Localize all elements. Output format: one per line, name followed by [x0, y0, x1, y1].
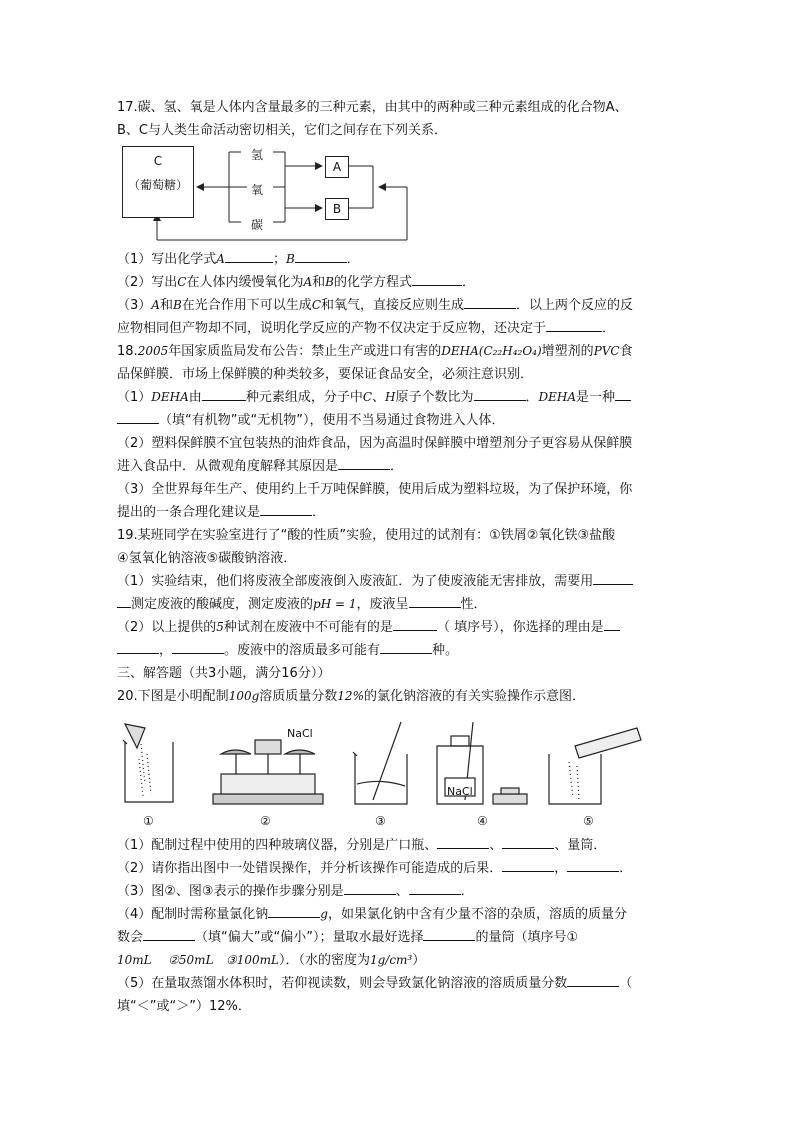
var-a: A	[151, 298, 160, 312]
answer-blank[interactable]	[225, 248, 273, 263]
q17-stem-2: B、C与人类生命活动密切相关，它们之间存在下列关系．	[117, 123, 447, 138]
q19-p1-line2-b: ，废液呈	[356, 597, 409, 612]
var-a: A	[303, 275, 313, 289]
q19-p2-pre: （2）以上提供的	[117, 620, 217, 635]
figure-label-1: ①	[143, 814, 154, 828]
q20-p4-line2-a: 数会	[117, 930, 144, 945]
nacl-label-bottle: NaCl	[447, 785, 473, 798]
answer-blank[interactable]	[260, 501, 312, 516]
q18-line1-mid: 年国家质监局发布公告：禁止生产或进口有害的	[168, 344, 442, 359]
q17-p1-end: ．	[346, 252, 360, 267]
deha: DEHA	[151, 390, 189, 404]
q20-line1-pre: 20.下图是小明配制	[117, 689, 229, 704]
q17-relation-diagram	[117, 144, 417, 244]
var-a: A	[216, 252, 225, 266]
q20-p1-a: （1）配制过程中使用的四种玻璃仪器，分别是广口瓶、	[117, 838, 438, 853]
var-c: C	[177, 275, 187, 289]
box-c-label: C	[153, 154, 163, 168]
q19-line2	[117, 547, 677, 570]
answer-blank[interactable]	[615, 386, 631, 401]
q20-part2	[117, 857, 677, 880]
q20-part1	[117, 834, 677, 857]
var-b: B	[325, 275, 334, 289]
q18-line1	[117, 340, 677, 363]
q17-line1	[117, 96, 677, 119]
experiment-illustrations	[117, 714, 677, 814]
q19-part1-line2	[117, 593, 677, 616]
q20-pct: 12%	[337, 689, 364, 703]
q19-p2-mid: 种试剂在废液中不可能有的是	[223, 620, 393, 635]
answer-blank[interactable]	[143, 926, 195, 941]
answer-blank[interactable]	[567, 972, 619, 987]
answer-blank[interactable]	[268, 903, 320, 918]
answer-blank[interactable]	[409, 880, 461, 895]
q19-line1	[117, 524, 677, 547]
answer-blank[interactable]	[546, 317, 602, 332]
q17-p3-mid: 在光合作用下可以生成	[181, 298, 312, 313]
answer-blank[interactable]	[437, 834, 489, 849]
q20-p4-a: （4）配制时需称量氯化钠	[117, 907, 269, 922]
q17-p1-sep: ；	[272, 252, 286, 267]
q18-p2-line2: 进入食品中．从微观角度解释其原因是	[117, 459, 339, 474]
document-page	[117, 96, 677, 1018]
q17-p3-mid2: 和氧气，直接反应则生成	[321, 298, 465, 313]
q19-p1-line1: （1）实验结束，他们将废液全部废液倒入废液缸．为了使废液能无害排放，需要用	[117, 574, 594, 589]
ph-value: pH = 1	[313, 597, 357, 611]
deha: DEHA	[538, 390, 577, 404]
answer-blank[interactable]	[593, 570, 633, 585]
element-oxygen: 氧	[251, 183, 264, 197]
q20-p3-sep: 、	[395, 884, 409, 899]
figure-label-5: ⑤	[583, 814, 594, 828]
q20-part5-line1	[117, 972, 677, 995]
q18-p1-a: 由	[188, 390, 202, 405]
q17-p3-line2-end: ．	[602, 321, 616, 336]
q18-p1-line2: （填“有机物”或“无机物”），使用不当易通过食物进入人体．	[159, 413, 505, 428]
q20-p5-line2: 填“＜”或“＞”）12%．	[117, 999, 251, 1014]
q18-p1-pre: （1）	[117, 390, 152, 405]
var-b: B	[285, 252, 295, 266]
q18-part1-line1	[117, 386, 677, 409]
q20-p4-line2-c: 的量筒（填序号①	[475, 930, 579, 945]
beaker-pour-icon	[123, 724, 173, 802]
option-100ml: ③100mL	[225, 953, 279, 967]
q19-p2-line2-a: ，	[159, 643, 173, 658]
answer-blank[interactable]	[202, 386, 246, 401]
q17-p2-mid: 在人体内缓慢氧化为	[186, 275, 304, 290]
q18-part3-line2	[117, 501, 677, 524]
q19-p2-mid2: （ 填序号），你选择的理由是	[436, 620, 604, 635]
var-h: H	[385, 390, 396, 404]
answer-blank[interactable]	[474, 386, 526, 401]
answer-blank[interactable]	[423, 926, 475, 941]
answer-blank[interactable]	[172, 639, 224, 654]
q17-p2-and: 和	[312, 275, 326, 290]
q20-part5-line2	[117, 995, 677, 1018]
var-c: C	[362, 390, 373, 404]
cylinder-pour-icon	[549, 728, 641, 804]
q19-p1-line2-c: 性．	[460, 597, 487, 612]
q17-p1-text: （1）写出化学式	[117, 252, 217, 267]
q17-part3-line1	[117, 294, 677, 317]
q18-p3-end: ．	[312, 505, 326, 520]
q17-line2	[117, 119, 677, 142]
answer-blank[interactable]	[604, 616, 620, 631]
q20-part4-line2	[117, 926, 677, 949]
q18-p1-e: ．	[525, 390, 539, 405]
answer-blank[interactable]	[295, 248, 347, 263]
q19-part2-line1	[117, 616, 677, 639]
q18-year: 2005	[137, 344, 169, 358]
answer-blank[interactable]	[464, 294, 516, 309]
q17-part3-line2	[117, 317, 677, 340]
q20-part3	[117, 880, 677, 903]
pvc: PVC	[593, 344, 620, 358]
answer-blank[interactable]	[412, 271, 462, 286]
q19-p2-line2-b: 。废液中的溶质最多可能有	[224, 643, 381, 658]
q17-p3-line2: 应物相同但产物却不同，说明化学反应的产物不仅决定于反应物，还决定于	[117, 321, 547, 336]
q20-p5-line1-end: （	[619, 976, 633, 991]
q18-p1-f: 是一种	[576, 390, 616, 405]
q20-p1-sep: 、	[489, 838, 503, 853]
q20-p5-line1: （5）在量取蒸馏水体积时，若仰视读数，则会导致氯化钠溶液的溶质质量分数	[117, 976, 568, 991]
q17-p2-end: 的化学方程式	[334, 275, 413, 290]
answer-blank[interactable]	[117, 593, 131, 608]
answer-blank[interactable]	[380, 639, 432, 654]
box-c-glucose	[122, 146, 194, 218]
q18-part2-line1	[117, 432, 677, 455]
q20-experiment-figure	[117, 714, 677, 834]
answer-blank[interactable]	[117, 639, 159, 654]
q17-p2-end2: ．	[462, 275, 476, 290]
q19-p2-num: 5	[216, 620, 224, 634]
option-10ml: 10mL	[117, 953, 152, 967]
unit-g: g	[320, 907, 328, 921]
q19-p1-line2-a: 测定废液的酸碱度，测定废液的	[131, 597, 314, 612]
water-density: 1g/cm³	[369, 953, 413, 967]
q20-part4-line1	[117, 903, 677, 926]
balance-scale-icon	[213, 740, 323, 804]
answer-blank[interactable]	[393, 616, 437, 631]
q20-p2-end: ．	[619, 861, 633, 876]
figure-label-2: ②	[260, 814, 271, 828]
answer-blank[interactable]	[567, 857, 619, 872]
q17-p3-end: ．以上两个反应的反	[516, 298, 634, 313]
q18-p3-line2: 提出的一条合理化建议是	[117, 505, 261, 520]
box-c-name: （葡萄糖）	[127, 178, 188, 192]
section-3-title	[117, 662, 677, 685]
q20-p3-a: （3）图②、图③表示的操作步骤分别是	[117, 884, 344, 899]
q19-line2-text: ④氢氧化钠溶液⑤碳酸钠溶液．	[117, 551, 297, 566]
box-b: B	[325, 198, 349, 220]
figure-label-3: ③	[375, 814, 386, 828]
q20-p4-line2-b: （填“偏大”或“偏小”）；量取水最好选择	[195, 930, 424, 945]
q18-line1-mid2: 增塑剂的	[541, 344, 594, 359]
q20-line1	[117, 685, 677, 708]
q17-part1	[117, 248, 677, 271]
q18-p1-sep: 、	[372, 390, 386, 405]
answer-blank[interactable]	[502, 857, 554, 872]
q18-line2	[117, 363, 677, 386]
q20-part4-line3	[117, 949, 677, 972]
var-b: B	[172, 298, 182, 312]
element-carbon: 碳	[251, 218, 264, 232]
answer-blank[interactable]	[502, 834, 554, 849]
q19-part1-line1	[117, 570, 677, 593]
q17-p3-and: 和	[159, 298, 173, 313]
q17-stem-1: 17.碳、氢、氧是人体内含量最多的三种元素，由其中的两种或三种元素组成的化合物A、	[117, 100, 628, 115]
q20-line1-end: 的氯化钠溶液的有关实验操作示意图．	[363, 689, 585, 704]
q20-p4-line3-d: ）．（水的密度为	[278, 953, 370, 968]
q19-p2-line2-c: 种。	[432, 643, 459, 658]
q20-p2-a: （2）请你指出图中一处错误操作，并分析该操作可能造成的后果．	[117, 861, 503, 876]
figure-label-4: ④	[477, 814, 488, 828]
q18-line2-text: 品保鲜膜．市场上保鲜膜的种类较多，要保证食品安全，必须注意识别．	[117, 367, 534, 382]
nacl-label-scale: NaCl	[287, 727, 313, 740]
q20-mass: 100g	[228, 689, 260, 703]
q18-p1-d: 原子个数比为	[395, 390, 474, 405]
section-3-text: 三、解答题（共3小题，满分16分））	[117, 666, 331, 681]
answer-blank[interactable]	[344, 880, 396, 895]
var-c: C	[311, 298, 321, 312]
q19-part2-line2	[117, 639, 677, 662]
deha-formula: DEHA(C₂₂H₄₂O₄)	[441, 344, 542, 358]
q17-p3-pre: （3）	[117, 298, 152, 313]
q17-p2-pre: （2）写出	[117, 275, 178, 290]
beaker-stir-icon	[353, 722, 407, 804]
q18-p1-b: 种元素组成，分子中	[245, 390, 363, 405]
q20-line1-mid: 溶质质量分数	[259, 689, 338, 704]
element-hydrogen: 氢	[251, 148, 264, 162]
q18-p2-end: ．	[390, 459, 404, 474]
q20-p4-b: ，如果氯化钠中含有少量不溶的杂质，溶质的质量分	[327, 907, 627, 922]
q20-p3-end: ．	[460, 884, 474, 899]
q18-num: 18.	[117, 344, 138, 359]
q18-line1-end: 食	[619, 344, 633, 359]
q20-p1-b: 、量筒．	[554, 838, 607, 853]
q18-p3-line1: （3）全世界每年生产、使用约上千万吨保鲜膜，使用后成为塑料垃圾，为了保护环境，你	[117, 482, 633, 497]
answer-blank[interactable]	[338, 455, 390, 470]
q20-p2-sep: ，	[554, 861, 568, 876]
q18-part3-line1	[117, 478, 677, 501]
q18-p2-line1: （2）塑料保鲜膜不宜包装热的油炸食品，因为高温时保鲜膜中增塑剂分子更容易从保鲜膜	[117, 436, 633, 451]
answer-blank[interactable]	[409, 593, 461, 608]
q18-part2-line2	[117, 455, 677, 478]
q19-line1-text: 19.某班同学在实验室进行了“酸的性质”实验，使用过的试剂有：①铁屑②氧化铁③盐酸	[117, 528, 616, 543]
box-a: A	[325, 156, 349, 178]
q18-part1-line2	[117, 409, 677, 432]
q20-p4-line3-e: ）	[412, 953, 426, 968]
q17-part2	[117, 271, 677, 294]
option-50ml: ②50mL	[168, 953, 214, 967]
answer-blank[interactable]	[117, 409, 159, 424]
